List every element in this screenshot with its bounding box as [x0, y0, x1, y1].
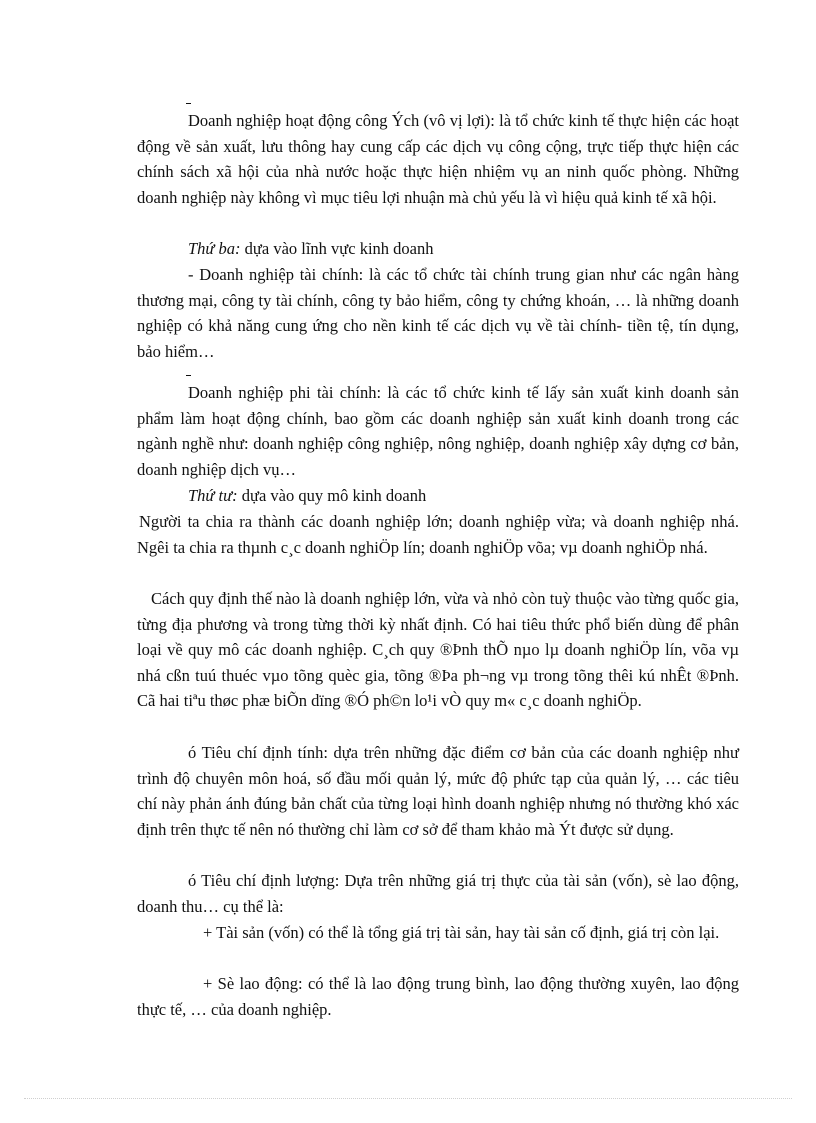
paragraph-assets: + Tài sản (vốn) có thể là tổng giá trị tài sản, hay tài sản cố định, giá trị còn lại. [203, 923, 720, 942]
dash-mark [186, 375, 191, 376]
heading-fourth-criterion [137, 483, 739, 509]
heading-text: dựa vào quy mô kinh doanh [237, 486, 427, 505]
heading-label: Thứ ba: [188, 239, 241, 258]
heading-third-criterion [137, 236, 739, 262]
paragraph-size-classes: Người ta chia ra thành các doanh nghiệp lớn; doanh nghiệp vừa; và doanh nghiệp nhá. Ngêi ta chia ra thµnh c¸c doanh nghiÖp lín; doanh nghiÖp võa; vµ doanh nghiÖp nhá. [137, 512, 739, 557]
heading-label: Thứ tư: [188, 486, 238, 505]
dash-mark [186, 103, 191, 104]
page-bottom-rule [24, 1098, 792, 1099]
paragraph-size-definition: Cách quy định thế nào là doanh nghiệp lớn, vừa và nhỏ còn tuỳ thuộc vào từng quốc gia, từng địa phương và trong từng thời kỳ nhất định. Có hai tiêu thức phổ biến dùng để phân loại về quy mô các doanh nghiệp. C¸ch quy ®Þnh thÕ nµo lµ doanh nghiÖp lín, võa vµ nhá cßn tuú thuéc vµo tõng quèc gia, tõng ®Þa ph¬ng vµ trong tõng thêi kú nhÊt ®Þnh. Cã hai tiªu thøc phæ biÕn dïng ®Ó ph©n lo¹i vÒ quy m« c¸c doanh nghiÖp. [137, 589, 739, 710]
paragraph-non-financial-enterprise: Doanh nghiệp phi tài chính: là các tổ chức kinh tế lấy sản xuất kinh doanh sản phẩm làm hoạt động chính, bao gồm các doanh nghiệp sản xuất kinh doanh trong các ngành nghề như: doanh nghiệp công nghiệp, nông nghiệp, doanh nghiệp xây dựng cơ bản, doanh nghiệp dịch vụ… [137, 383, 739, 479]
paragraph-qualitative-criteria: ó Tiêu chí định tính: dựa trên những đặc điểm cơ bản của các doanh nghiệp như trình độ chuyên môn hoá, số đầu mối quản lý, mức độ phức tạp của quản lý, … các tiêu chí này phản ánh đúng bản chất của từng loại hình doanh nghiệp nhưng nó thường khó xác định trên thực tế nên nó thường chỉ làm cơ sở để tham khảo mà Ýt được sử dụng. [137, 743, 739, 839]
paragraph-labor: + Sè lao động: có thể là lao động trung bình, lao động thường xuyên, lao động thực tế, … của doanh nghiệp. [137, 974, 739, 1019]
paragraph-quantitative-criteria: ó Tiêu chí định lượng: Dựa trên những giá trị thực của tài sản (vốn), sè lao động, doanh thu… cụ thể là: [137, 871, 739, 916]
heading-text: dựa vào lĩnh vực kinh doanh [240, 239, 434, 258]
paragraph-financial-enterprise: - Doanh nghiệp tài chính: là các tổ chức tài chính trung gian như các ngân hàng thương mại, công ty tài chính, công ty bảo hiểm, công ty chứng khoán, … là những doanh nghiệp có khả năng cung ứng cho nền kinh tế các dịch vụ về tài chính- tiền tệ, tín dụng, bảo hiểm… [137, 265, 739, 361]
paragraph-public-enterprise: Doanh nghiệp hoạt động công Ých (vô vị lợi): là tổ chức kinh tế thực hiện các hoạt động về sản xuất, lưu thông hay cung cấp các dịch vụ công cộng, trực tiếp thực hiện các chính sách xã hội của nhà nước hoặc thực hiện nhiệm vụ an ninh quốc phòng. Những doanh nghiệp này không vì mục tiêu lợi nhuận mà chủ yếu là vì hiệu quả kinh tế xã hội. [137, 111, 739, 207]
